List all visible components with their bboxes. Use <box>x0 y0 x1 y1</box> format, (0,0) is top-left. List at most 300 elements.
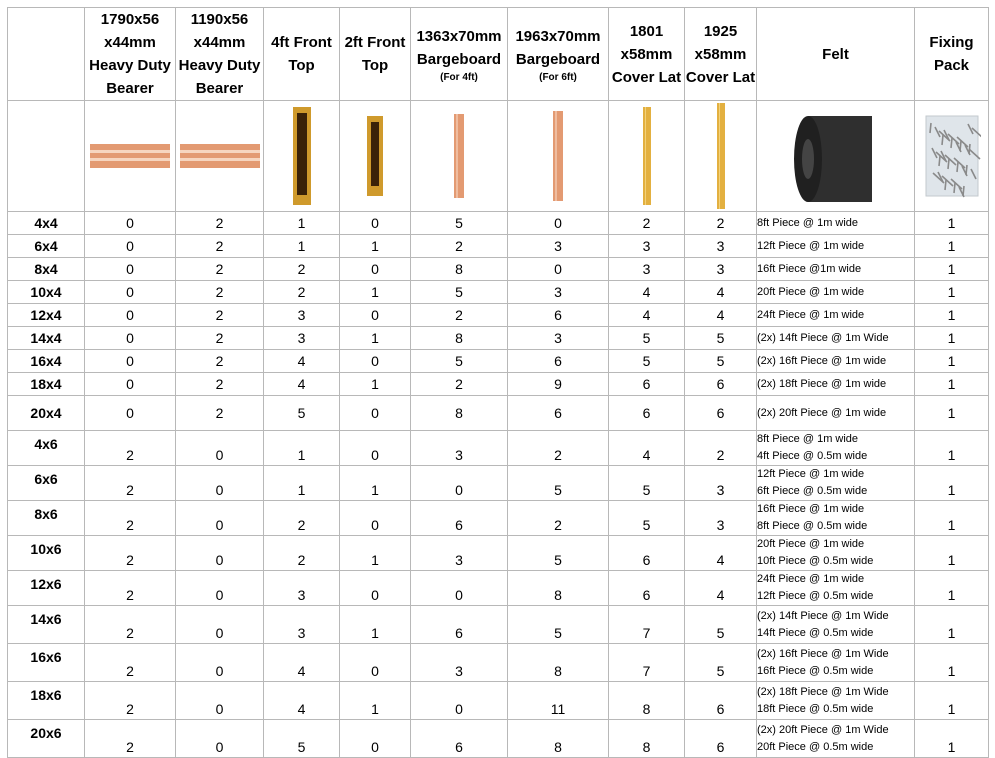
column-header-line: 1363x70mm <box>416 27 502 45</box>
shed-size-label: 14x6 <box>8 606 85 644</box>
felt-cell <box>757 720 915 758</box>
column-header <box>411 8 508 101</box>
quantity-cell: 2 <box>176 373 264 396</box>
quantity-cell: 0 <box>340 258 411 281</box>
quantity-cell: 2 <box>264 258 340 281</box>
quantity-cell: 5 <box>685 644 757 682</box>
quantity-cell: 4 <box>685 536 757 571</box>
quantity-cell: 6 <box>508 350 609 373</box>
quantity-cell: 0 <box>176 571 264 606</box>
column-header-line: Bargeboard <box>416 50 502 68</box>
quantity-cell: 1 <box>264 235 340 258</box>
quantity-cell: 4 <box>609 431 685 466</box>
quantity-cell: 4 <box>685 281 757 304</box>
felt-spec: 14ft Piece @ 0.5m wide <box>757 626 874 639</box>
quantity-cell: 5 <box>685 327 757 350</box>
fixing-pack-cell: 1 <box>915 501 989 536</box>
fixing-pack-cell: 1 <box>915 235 989 258</box>
felt-spec: (2x) 14ft Piece @ 1m Wide <box>757 331 889 344</box>
quantity-cell: 4 <box>264 644 340 682</box>
product-image-cell <box>340 101 411 212</box>
table-row <box>8 350 989 373</box>
quantity-cell: 2 <box>85 501 176 536</box>
header-row <box>8 8 989 101</box>
quantity-cell: 2 <box>411 373 508 396</box>
column-header-line: 1801 <box>629 22 664 40</box>
quantity-cell: 1 <box>340 466 411 501</box>
column-header-subtitle: (For 6ft) <box>539 71 577 83</box>
fixing-pack-cell: 1 <box>915 212 989 235</box>
felt-spec: (2x) 20ft Piece @ 1m Wide <box>757 723 889 736</box>
quantity-cell: 3 <box>508 281 609 304</box>
quantity-cell: 3 <box>508 235 609 258</box>
quantity-cell: 0 <box>85 304 176 327</box>
quantity-cell: 5 <box>508 536 609 571</box>
quantity-cell: 0 <box>411 571 508 606</box>
quantity-cell: 6 <box>508 304 609 327</box>
quantity-cell: 2 <box>85 682 176 720</box>
column-header-line: x58mm <box>620 45 673 63</box>
quantity-cell: 2 <box>685 212 757 235</box>
quantity-cell: 2 <box>85 571 176 606</box>
corner-image-cell <box>8 101 85 212</box>
cover-lath-image <box>715 101 727 211</box>
materials-table <box>7 7 989 758</box>
felt-spec: (2x) 16ft Piece @ 1m wide <box>757 354 887 367</box>
quantity-cell: 2 <box>85 644 176 682</box>
shed-size-label: 4x4 <box>8 212 85 235</box>
quantity-cell: 0 <box>411 466 508 501</box>
quantity-cell: 6 <box>685 720 757 758</box>
quantity-cell: 4 <box>264 373 340 396</box>
column-header-line: Top <box>361 57 389 74</box>
quantity-cell: 2 <box>176 281 264 304</box>
fixing-pack-cell: 1 <box>915 396 989 431</box>
shed-size-label: 14x4 <box>8 327 85 350</box>
column-header <box>264 8 340 101</box>
product-image-cell <box>915 101 989 212</box>
quantity-cell: 2 <box>176 304 264 327</box>
quantity-cell: 1 <box>340 235 411 258</box>
felt-spec: (2x) 14ft Piece @ 1m Wide <box>757 609 889 622</box>
felt-cell <box>757 396 915 431</box>
quantity-cell: 2 <box>411 235 508 258</box>
fixing-pack-cell: 1 <box>915 466 989 501</box>
product-image-cell <box>685 101 757 212</box>
felt-cell <box>757 431 915 466</box>
column-header-subtitle: (For 4ft) <box>440 71 478 83</box>
quantity-cell: 0 <box>508 258 609 281</box>
quantity-cell: 6 <box>685 396 757 431</box>
shed-size-label: 18x6 <box>8 682 85 720</box>
felt-spec: 16ft Piece @1m wide <box>757 262 862 275</box>
quantity-cell: 1 <box>340 373 411 396</box>
quantity-cell: 5 <box>609 350 685 373</box>
cover-lath-image <box>641 105 653 207</box>
quantity-cell: 0 <box>176 644 264 682</box>
quantity-cell: 5 <box>411 281 508 304</box>
quantity-cell: 0 <box>340 350 411 373</box>
felt-spec: 12ft Piece @ 0.5m wide <box>757 590 874 602</box>
fixing-pack-cell: 1 <box>915 644 989 682</box>
fixing-pack-cell: 1 <box>915 720 989 758</box>
column-header <box>685 8 757 101</box>
quantity-cell: 5 <box>609 501 685 536</box>
column-header <box>609 8 685 101</box>
quantity-cell: 3 <box>411 431 508 466</box>
quantity-cell: 0 <box>508 212 609 235</box>
felt-cell <box>757 536 915 571</box>
quantity-cell: 3 <box>685 466 757 501</box>
product-image-cell <box>609 101 685 212</box>
quantity-cell: 5 <box>508 466 609 501</box>
table-row <box>8 258 989 281</box>
quantity-cell: 6 <box>609 571 685 606</box>
felt-spec: (2x) 16ft Piece @ 1m Wide <box>757 647 889 660</box>
quantity-cell: 0 <box>85 258 176 281</box>
quantity-cell: 5 <box>609 327 685 350</box>
quantity-cell: 3 <box>508 327 609 350</box>
quantity-cell: 2 <box>411 304 508 327</box>
table-row <box>8 396 989 431</box>
quantity-cell: 2 <box>176 258 264 281</box>
quantity-cell: 0 <box>340 720 411 758</box>
quantity-cell: 6 <box>685 682 757 720</box>
quantity-cell: 4 <box>264 350 340 373</box>
front-top-image <box>365 114 385 198</box>
felt-spec: (2x) 20ft Piece @ 1m wide <box>757 406 887 419</box>
quantity-cell: 0 <box>85 373 176 396</box>
quantity-cell: 0 <box>340 571 411 606</box>
felt-cell <box>757 606 915 644</box>
quantity-cell: 0 <box>176 720 264 758</box>
shed-size-label: 20x4 <box>8 396 85 431</box>
quantity-cell: 8 <box>411 258 508 281</box>
felt-spec: 16ft Piece @ 1m wide <box>757 503 865 515</box>
screws-pack-image <box>923 113 981 199</box>
quantity-cell: 2 <box>85 536 176 571</box>
bearer-image <box>179 143 261 169</box>
quantity-cell: 6 <box>685 373 757 396</box>
felt-spec: 8ft Piece @ 1m wide <box>757 433 859 445</box>
felt-spec: 8ft Piece @ 1m wide <box>757 216 859 229</box>
quantity-cell: 2 <box>264 281 340 304</box>
quantity-cell: 8 <box>609 720 685 758</box>
shed-size-label: 8x4 <box>8 258 85 281</box>
felt-spec: 6ft Piece @ 0.5m wide <box>757 485 868 497</box>
quantity-cell: 0 <box>176 536 264 571</box>
column-header-line: Felt <box>822 45 849 63</box>
quantity-cell: 2 <box>85 606 176 644</box>
quantity-cell: 2 <box>176 396 264 431</box>
column-header-line: 1190x56 <box>190 11 249 28</box>
quantity-cell: 3 <box>685 235 757 258</box>
column-header-line: Fixing <box>929 34 974 51</box>
quantity-cell: 11 <box>508 682 609 720</box>
quantity-cell: 7 <box>609 606 685 644</box>
fixing-pack-cell: 1 <box>915 304 989 327</box>
column-header <box>508 8 609 101</box>
column-header-line: 4ft Front <box>271 34 332 51</box>
column-header-line: x58mm <box>694 45 747 63</box>
felt-cell <box>757 501 915 536</box>
shed-size-label: 16x6 <box>8 644 85 682</box>
felt-spec: 18ft Piece @ 0.5m wide <box>757 702 874 715</box>
product-image-cell <box>508 101 609 212</box>
quantity-cell: 6 <box>609 373 685 396</box>
column-header-line: 1790x56 <box>100 11 160 28</box>
quantity-cell: 2 <box>508 431 609 466</box>
quantity-cell: 3 <box>609 258 685 281</box>
table-row <box>8 373 989 396</box>
quantity-cell: 2 <box>685 431 757 466</box>
column-header <box>176 8 264 101</box>
column-header-line: Bearer <box>195 80 244 97</box>
column-header-line: Cover Lat <box>611 68 682 86</box>
bargeboard-image <box>452 112 466 200</box>
felt-cell <box>757 466 915 501</box>
quantity-cell: 1 <box>264 212 340 235</box>
table-body <box>8 212 989 758</box>
felt-spec: 12ft Piece @ 1m wide <box>757 468 865 480</box>
column-header-line: Bargeboard <box>515 50 601 68</box>
quantity-cell: 2 <box>176 212 264 235</box>
quantity-cell: 1 <box>340 536 411 571</box>
quantity-cell: 4 <box>609 281 685 304</box>
corner-cell <box>8 8 85 101</box>
column-header <box>757 8 915 101</box>
quantity-cell: 0 <box>85 281 176 304</box>
quantity-cell: 0 <box>340 431 411 466</box>
front-top-image <box>291 105 313 207</box>
quantity-cell: 0 <box>340 501 411 536</box>
table-header <box>8 8 989 212</box>
quantity-cell: 4 <box>685 571 757 606</box>
fixing-pack-cell: 1 <box>915 327 989 350</box>
felt-spec: (2x) 18ft Piece @ 1m Wide <box>757 685 889 698</box>
quantity-cell: 2 <box>609 212 685 235</box>
felt-spec: 4ft Piece @ 0.5m wide <box>757 450 868 462</box>
product-image-cell <box>176 101 264 212</box>
fixing-pack-cell: 1 <box>915 536 989 571</box>
felt-cell <box>757 258 915 281</box>
quantity-cell: 3 <box>609 235 685 258</box>
felt-spec: 20ft Piece @ 1m wide <box>757 285 865 298</box>
felt-cell <box>757 350 915 373</box>
quantity-cell: 5 <box>508 606 609 644</box>
table-row <box>8 606 989 644</box>
table-row <box>8 431 989 466</box>
quantity-cell: 5 <box>685 350 757 373</box>
quantity-cell: 0 <box>340 396 411 431</box>
table-row <box>8 720 989 758</box>
column-header-line: 1963x70mm <box>515 27 601 45</box>
column-header <box>85 8 176 101</box>
quantity-cell: 5 <box>685 606 757 644</box>
fixing-pack-cell: 1 <box>915 373 989 396</box>
product-image-cell <box>264 101 340 212</box>
felt-spec: 24ft Piece @ 1m wide <box>757 573 865 585</box>
quantity-cell: 0 <box>176 431 264 466</box>
quantity-cell: 5 <box>264 720 340 758</box>
quantity-cell: 6 <box>411 720 508 758</box>
fixing-pack-cell: 1 <box>915 571 989 606</box>
quantity-cell: 8 <box>411 396 508 431</box>
felt-cell <box>757 682 915 720</box>
shed-size-label: 6x4 <box>8 235 85 258</box>
table-row <box>8 466 989 501</box>
table-row <box>8 536 989 571</box>
quantity-cell: 6 <box>411 501 508 536</box>
quantity-cell: 3 <box>411 536 508 571</box>
fixing-pack-cell: 1 <box>915 350 989 373</box>
quantity-cell: 0 <box>85 327 176 350</box>
quantity-cell: 1 <box>340 606 411 644</box>
quantity-cell: 3 <box>264 606 340 644</box>
quantity-cell: 8 <box>508 720 609 758</box>
shed-size-label: 16x4 <box>8 350 85 373</box>
felt-cell <box>757 304 915 327</box>
table-row <box>8 571 989 606</box>
quantity-cell: 2 <box>176 350 264 373</box>
quantity-cell: 6 <box>508 396 609 431</box>
fixing-pack-cell: 1 <box>915 281 989 304</box>
quantity-cell: 0 <box>176 682 264 720</box>
quantity-cell: 6 <box>411 606 508 644</box>
felt-spec: 12ft Piece @ 1m wide <box>757 239 865 252</box>
table-row <box>8 682 989 720</box>
column-header-line: Top <box>288 57 315 74</box>
quantity-cell: 0 <box>176 606 264 644</box>
quantity-cell: 6 <box>609 396 685 431</box>
product-image-cell <box>757 101 915 212</box>
felt-cell <box>757 327 915 350</box>
fixing-pack-cell: 1 <box>915 682 989 720</box>
shed-size-label: 8x6 <box>8 501 85 536</box>
quantity-cell: 8 <box>508 644 609 682</box>
quantity-cell: 1 <box>264 431 340 466</box>
quantity-cell: 0 <box>340 644 411 682</box>
quantity-cell: 0 <box>85 235 176 258</box>
quantity-cell: 2 <box>508 501 609 536</box>
fixing-pack-cell: 1 <box>915 431 989 466</box>
quantity-cell: 4 <box>685 304 757 327</box>
column-header-line: x44mm <box>193 34 246 51</box>
quantity-cell: 5 <box>411 350 508 373</box>
quantity-cell: 8 <box>508 571 609 606</box>
quantity-cell: 3 <box>264 327 340 350</box>
fixing-pack-cell: 1 <box>915 258 989 281</box>
table-row <box>8 235 989 258</box>
table-row <box>8 327 989 350</box>
felt-roll-image <box>788 108 884 204</box>
felt-spec: 10ft Piece @ 0.5m wide <box>757 555 874 567</box>
quantity-cell: 2 <box>85 720 176 758</box>
quantity-cell: 3 <box>264 571 340 606</box>
quantity-cell: 5 <box>609 466 685 501</box>
column-header-line: 2ft Front <box>344 34 406 51</box>
column-header-line: Heavy Duty <box>178 57 261 74</box>
felt-cell <box>757 644 915 682</box>
shed-size-label: 18x4 <box>8 373 85 396</box>
quantity-cell: 2 <box>85 431 176 466</box>
shed-size-label: 10x4 <box>8 281 85 304</box>
bearer-image <box>89 143 171 169</box>
felt-spec: 20ft Piece @ 1m wide <box>757 538 865 550</box>
quantity-cell: 3 <box>264 304 340 327</box>
quantity-cell: 3 <box>685 501 757 536</box>
quantity-cell: 7 <box>609 644 685 682</box>
quantity-cell: 5 <box>411 212 508 235</box>
shed-size-label: 20x6 <box>8 720 85 758</box>
felt-spec: 8ft Piece @ 0.5m wide <box>757 520 868 532</box>
column-header-line: Cover Lat <box>685 68 756 86</box>
felt-cell <box>757 212 915 235</box>
column-header-line: 1925 <box>703 22 738 40</box>
felt-spec: 24ft Piece @ 1m wide <box>757 308 865 321</box>
table-row <box>8 212 989 235</box>
quantity-cell: 8 <box>411 327 508 350</box>
quantity-cell: 0 <box>340 304 411 327</box>
quantity-cell: 6 <box>609 536 685 571</box>
quantity-cell: 0 <box>176 501 264 536</box>
quantity-cell: 0 <box>85 350 176 373</box>
fixing-pack-cell: 1 <box>915 606 989 644</box>
shed-size-label: 12x4 <box>8 304 85 327</box>
column-header-line: x44mm <box>104 34 156 51</box>
quantity-cell: 4 <box>264 682 340 720</box>
felt-cell <box>757 281 915 304</box>
quantity-cell: 0 <box>340 212 411 235</box>
felt-cell <box>757 571 915 606</box>
image-row <box>8 101 989 212</box>
shed-size-label: 10x6 <box>8 536 85 571</box>
column-header <box>915 8 989 101</box>
quantity-cell: 0 <box>85 396 176 431</box>
quantity-cell: 1 <box>340 281 411 304</box>
felt-spec: 16ft Piece @ 0.5m wide <box>757 664 874 677</box>
quantity-cell: 0 <box>85 212 176 235</box>
product-image-cell <box>411 101 508 212</box>
product-image-cell <box>85 101 176 212</box>
column-header-line: Pack <box>933 57 970 74</box>
quantity-cell: 2 <box>176 327 264 350</box>
bargeboard-image <box>551 109 565 203</box>
quantity-cell: 9 <box>508 373 609 396</box>
quantity-cell: 2 <box>176 235 264 258</box>
column-header-line: Bearer <box>106 80 154 97</box>
quantity-cell: 8 <box>609 682 685 720</box>
column-header-line: Heavy Duty <box>89 57 171 74</box>
quantity-cell: 2 <box>264 501 340 536</box>
quantity-cell: 2 <box>85 466 176 501</box>
table-row <box>8 304 989 327</box>
shed-size-label: 4x6 <box>8 431 85 466</box>
quantity-cell: 1 <box>340 327 411 350</box>
quantity-cell: 1 <box>340 682 411 720</box>
column-header <box>340 8 411 101</box>
quantity-cell: 3 <box>685 258 757 281</box>
quantity-cell: 0 <box>411 682 508 720</box>
quantity-cell: 4 <box>609 304 685 327</box>
shed-size-label: 12x6 <box>8 571 85 606</box>
felt-cell <box>757 235 915 258</box>
felt-spec: (2x) 18ft Piece @ 1m wide <box>757 377 887 390</box>
quantity-cell: 0 <box>176 466 264 501</box>
quantity-cell: 2 <box>264 536 340 571</box>
felt-spec: 20ft Piece @ 0.5m wide <box>757 740 874 753</box>
table-row <box>8 281 989 304</box>
